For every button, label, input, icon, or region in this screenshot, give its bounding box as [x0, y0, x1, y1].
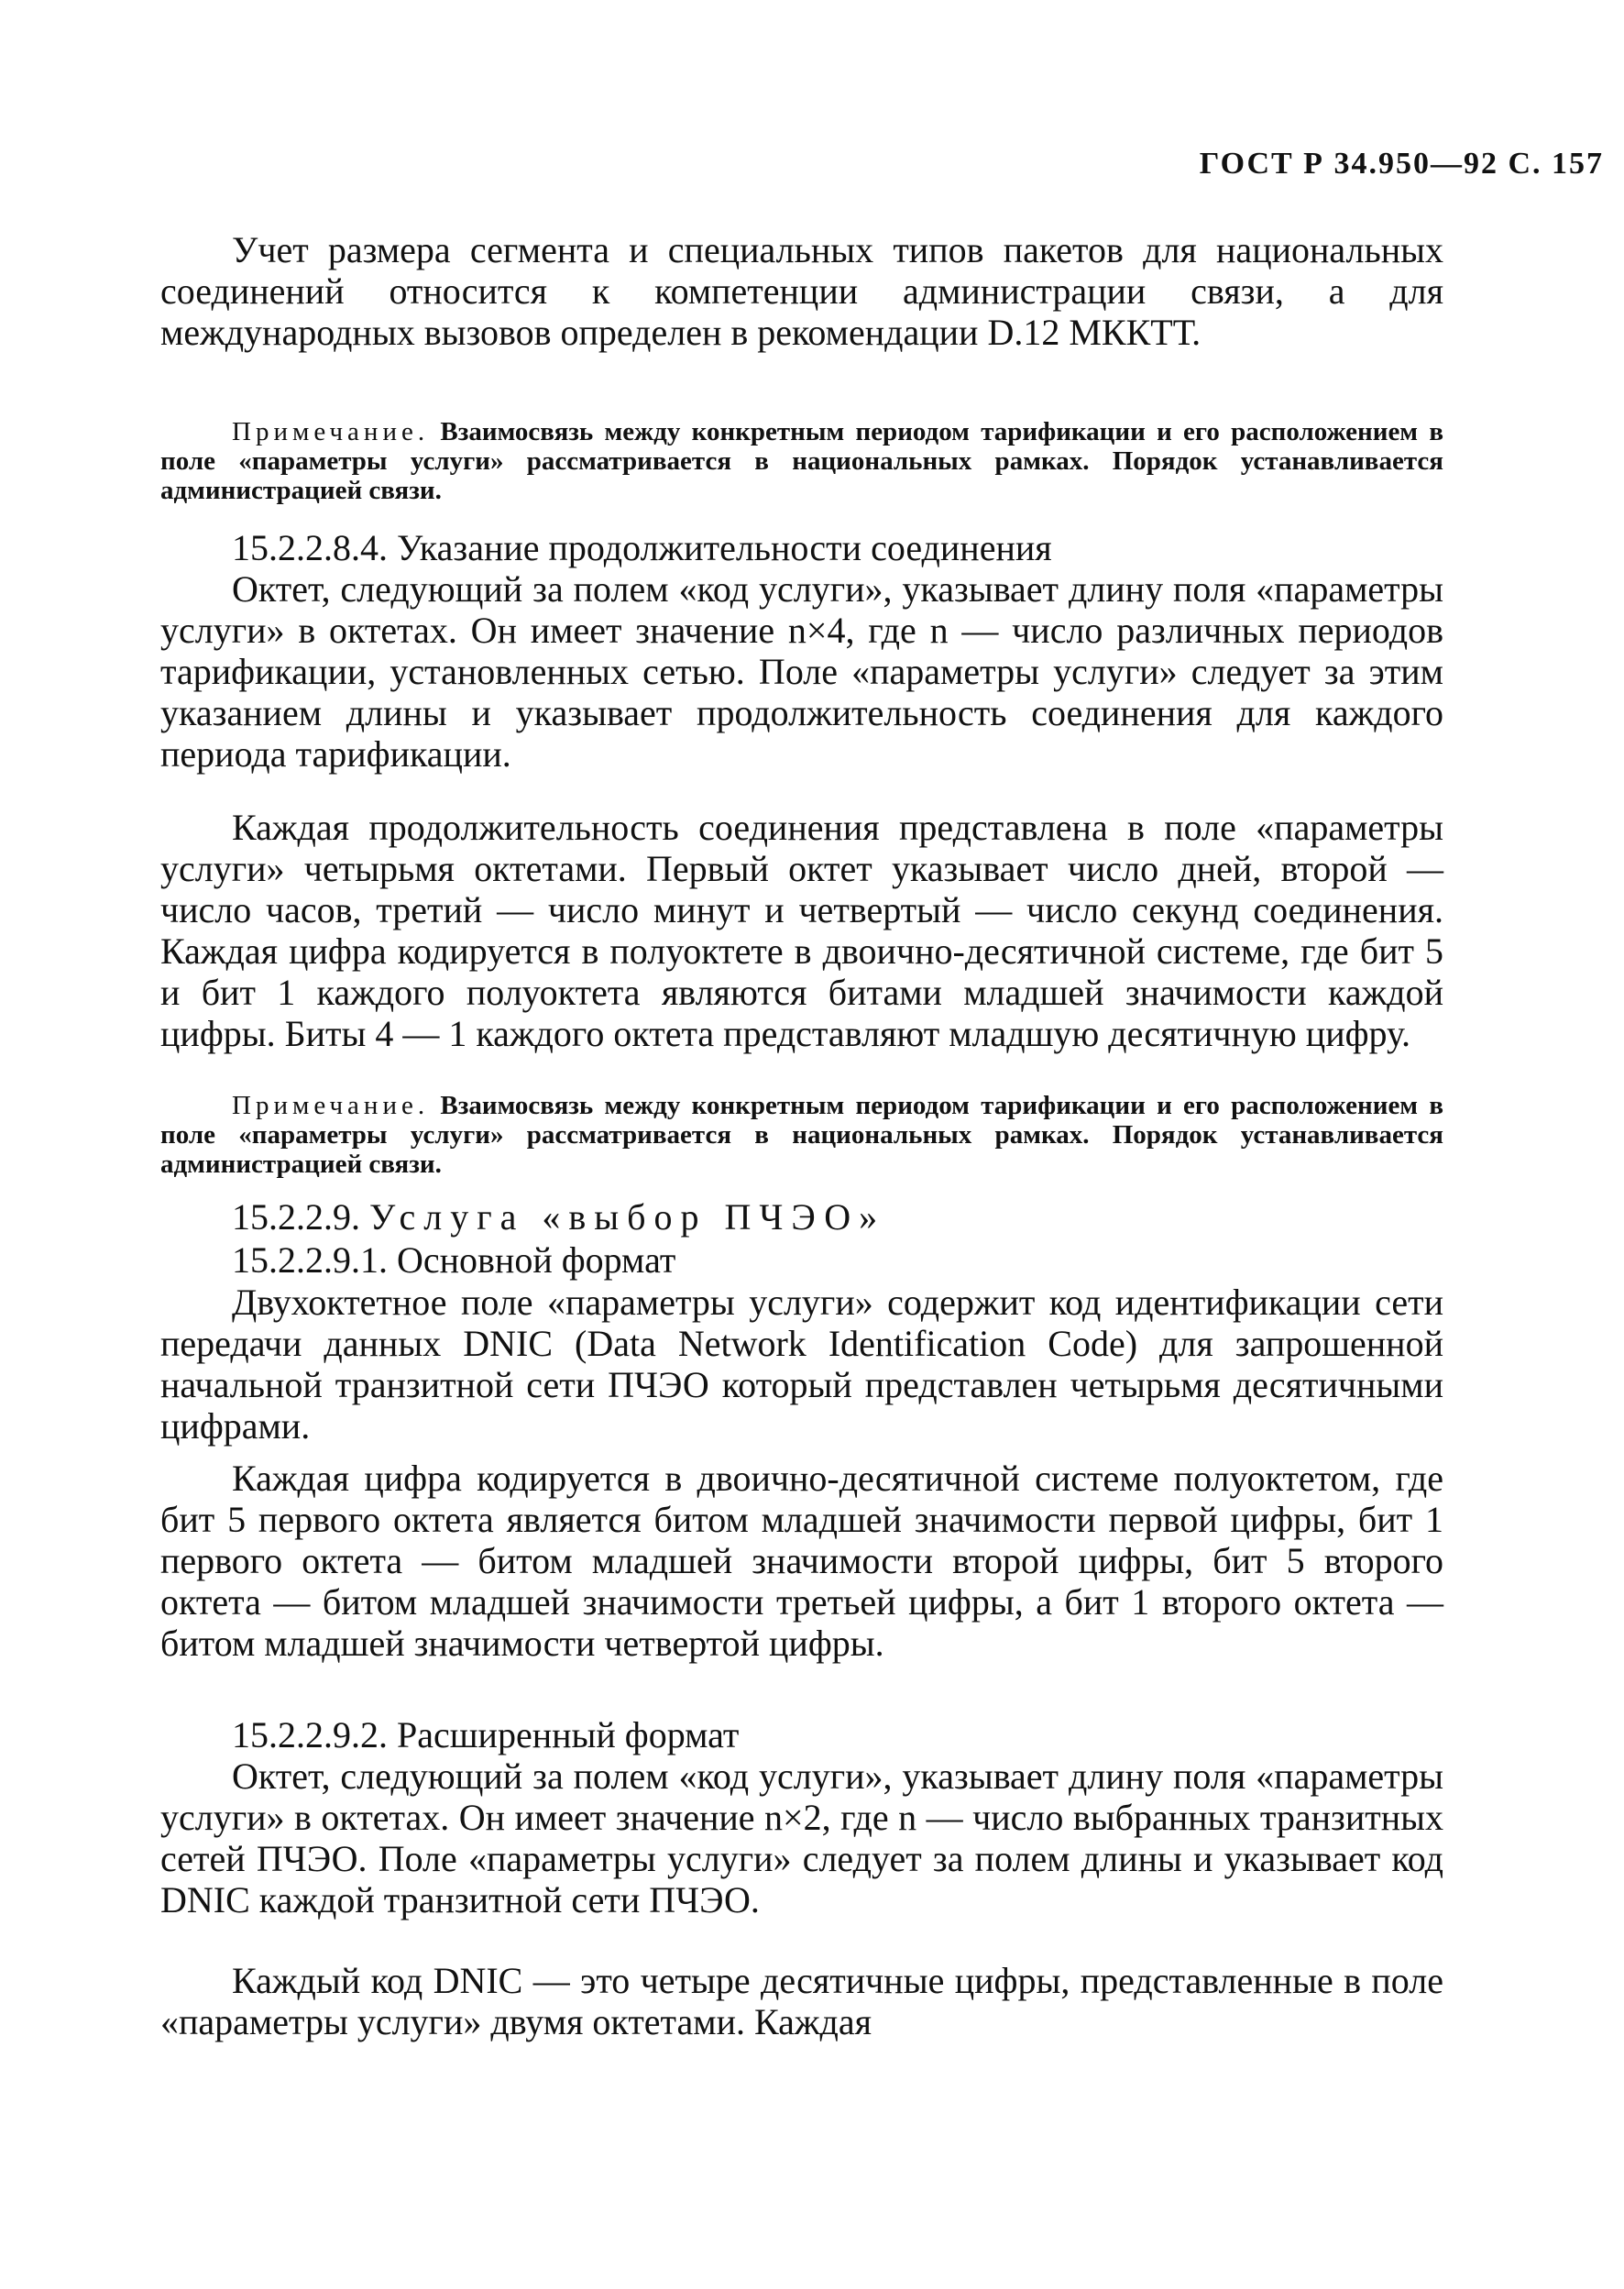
section-heading-duration: 15.2.2.8.4. Указание продолжительности соединения — [232, 527, 1052, 568]
note-text: Взаимосвязь между конкретным периодом тарификации и его расположением в поле «параметры услуги» рассматривается в национальных рамках. Порядок устанавливается администрацией связи. — [160, 417, 1443, 505]
section-heading-extended-format: 15.2.2.9.2. Расширенный формат — [232, 1714, 740, 1755]
section-number: 15.2.2.9. — [232, 1196, 369, 1238]
section-heading-basic-format: 15.2.2.9.1. Основной формат — [232, 1239, 676, 1281]
note-tariff-period-1 — [160, 417, 1443, 505]
paragraph-segment-size: Учет размера сегмента и специальных типов пакетов для национальных соединений относится к компетенции администрации связи, а для международных вызовов определен в рекомендации D.12 МККТТ. — [160, 229, 1443, 353]
section-title: Услуга «выбор ПЧЭО» — [369, 1196, 886, 1238]
note-label: Примечание. — [232, 1091, 430, 1120]
note-label: Примечание. — [232, 417, 430, 446]
paragraph-dnic-digits: Каждый код DNIC — это четыре десятичные цифры, представленные в поле «параметры услуги» двумя октетами. Каждая — [160, 1960, 1443, 2042]
paragraph-extended-length: Октет, следующий за полем «код услуги», указывает длину поля «параметры услуги» в октетах. Он имеет значение n×2, где n — число выбранных транзитных сетей ПЧЭО. Поле «параметры услуги» следует за полем длины и указывает код DNIC каждой транзитной сети ПЧЭО. — [160, 1755, 1443, 1920]
paragraph-dnic-basic: Двухоктетное поле «параметры услуги» содержит код идентификации сети передачи данных DNIC (Data Network Identification Code) для запрошенной начальной транзитной сети ПЧЭО который представлен четырьмя десятичными цифрами. — [160, 1282, 1443, 1447]
paragraph-duration-length: Октет, следующий за полем «код услуги», указывает длину поля «параметры услуги» в октетах. Он имеет значение n×4, где n — число различных периодов тарификации, установленных сетью. Поле «параметры услуги» следует за этим указанием длины и указывает продолжительность соединения для каждого периода тарификации. — [160, 568, 1443, 775]
note-text: Взаимосвязь между конкретным периодом тарификации и его расположением в поле «параметры услуги» рассматривается в национальных рамках. Порядок устанавливается администрацией связи. — [160, 1091, 1443, 1179]
paragraph-digit-encoding: Каждая цифра кодируется в двоично-десятичной системе полуоктетом, где бит 5 первого октета является битом младшей значимости первой цифры, бит 1 первого октета — битом младшей значимости второй цифры, бит 5 второго октета — битом младшей значимости третьей цифры, а бит 1 второго октета — битом младшей значимости четвертой цифры. — [160, 1458, 1443, 1664]
paragraph-duration-encoding: Каждая продолжительность соединения представлена в поле «параметры услуги» четырьмя октетами. Первый октет указывает число дней, второй — число часов, третий — число минут и четвертый — число секунд соединения. Каждая цифра кодируется в полуоктете в двоично-десятичной системе, где бит 5 и бит 1 каждого полуоктета являются битами младшей значимости каждой цифры. Биты 4 — 1 каждого октета представляют младшую десятичную цифру. — [160, 807, 1443, 1054]
note-tariff-period-2 — [160, 1091, 1443, 1179]
section-heading-pchao-selection — [160, 1196, 1443, 1238]
running-header: ГОСТ Р 34.950—92 С. 157 — [1199, 147, 1604, 181]
